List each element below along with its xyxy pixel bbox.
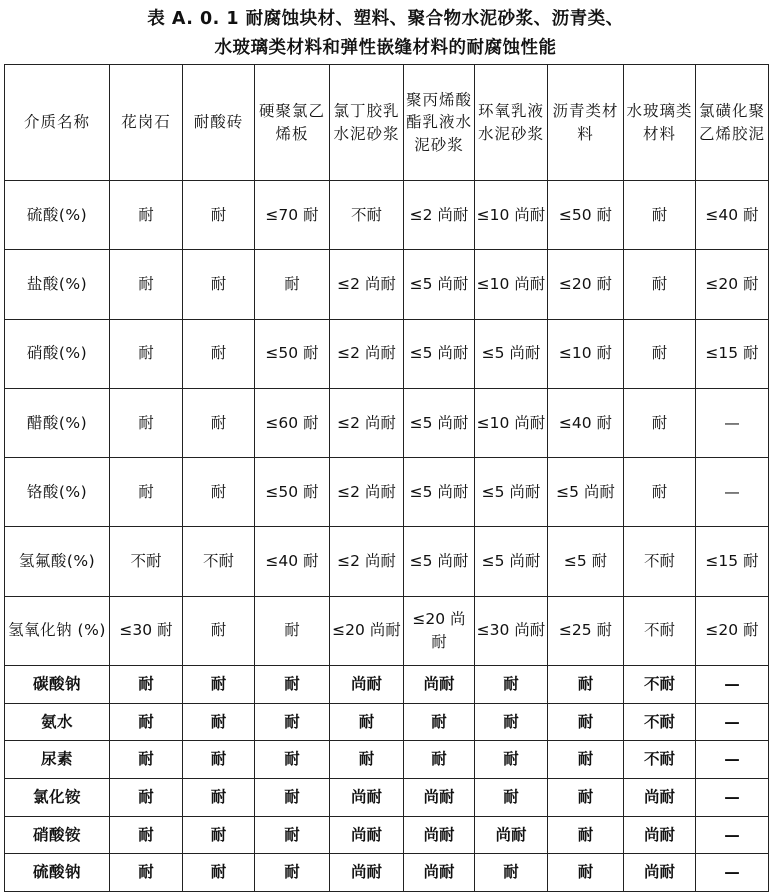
table-cell: 耐 bbox=[110, 388, 183, 457]
table-row bbox=[5, 319, 769, 388]
medium-cell: 尿素 bbox=[5, 741, 110, 779]
table-cell: ≤5 尚耐 bbox=[475, 527, 548, 596]
table-cell: 耐 bbox=[548, 854, 624, 892]
table-cell: 不耐 bbox=[183, 527, 255, 596]
table-cell: 耐 bbox=[183, 181, 255, 250]
table-row bbox=[5, 250, 769, 319]
table-cell: 耐 bbox=[110, 458, 183, 527]
table-row bbox=[5, 388, 769, 457]
medium-cell: 硝酸(%) bbox=[5, 319, 110, 388]
table-row bbox=[5, 741, 769, 779]
table-cell: ≤30 尚耐 bbox=[475, 596, 548, 665]
table-cell: 耐 bbox=[624, 319, 696, 388]
table-cell: 耐 bbox=[255, 596, 330, 665]
table-cell: 尚耐 bbox=[624, 816, 696, 854]
table-cell: ≤5 尚耐 bbox=[548, 458, 624, 527]
header-cell: 水玻璃类材料 bbox=[624, 65, 696, 181]
table-cell: ≤2 尚耐 bbox=[404, 181, 475, 250]
table-cell: ≤2 尚耐 bbox=[330, 319, 404, 388]
header-cell: 氯丁胶乳水泥砂浆 bbox=[330, 65, 404, 181]
medium-cell: 氯化铵 bbox=[5, 778, 110, 816]
table-cell: 耐 bbox=[475, 703, 548, 741]
medium-cell: 醋酸(%) bbox=[5, 388, 110, 457]
table-row bbox=[5, 703, 769, 741]
medium-cell: 硫酸钠 bbox=[5, 854, 110, 892]
table-cell: 耐 bbox=[183, 816, 255, 854]
table-cell: 尚耐 bbox=[404, 778, 475, 816]
table-cell: ≤2 尚耐 bbox=[330, 250, 404, 319]
table-cell: 耐 bbox=[183, 596, 255, 665]
table-cell: 耐 bbox=[255, 703, 330, 741]
medium-cell: 盐酸(%) bbox=[5, 250, 110, 319]
table-cell: 耐 bbox=[110, 816, 183, 854]
table-cell: ≤10 尚耐 bbox=[475, 388, 548, 457]
table-cell: 尚耐 bbox=[330, 816, 404, 854]
table-row bbox=[5, 181, 769, 250]
table-cell: 耐 bbox=[183, 388, 255, 457]
table-title-line-2: 水玻璃类材料和弹性嵌缝材料的耐腐蚀性能 bbox=[214, 38, 557, 58]
table-cell: ≤40 耐 bbox=[696, 181, 769, 250]
header-cell: 聚丙烯酸酯乳液水泥砂浆 bbox=[404, 65, 475, 181]
table-cell: 耐 bbox=[183, 458, 255, 527]
table-cell: ≤10 尚耐 bbox=[475, 181, 548, 250]
table-cell: — bbox=[696, 665, 769, 703]
table-row bbox=[5, 778, 769, 816]
table-cell: 耐 bbox=[183, 741, 255, 779]
table-cell: 尚耐 bbox=[330, 778, 404, 816]
table-cell: ≤20 耐 bbox=[696, 596, 769, 665]
table-cell: 耐 bbox=[624, 181, 696, 250]
table-cell: — bbox=[696, 458, 769, 527]
table-cell: 耐 bbox=[624, 250, 696, 319]
table-cell: 不耐 bbox=[624, 741, 696, 779]
table-cell: 耐 bbox=[255, 250, 330, 319]
medium-cell: 氨水 bbox=[5, 703, 110, 741]
table-cell: 不耐 bbox=[110, 527, 183, 596]
table-cell: 耐 bbox=[183, 250, 255, 319]
table-cell: 尚耐 bbox=[404, 854, 475, 892]
table-cell: ≤40 耐 bbox=[548, 388, 624, 457]
table-cell: 尚耐 bbox=[475, 816, 548, 854]
table-cell: 耐 bbox=[183, 665, 255, 703]
table-cell: 耐 bbox=[183, 854, 255, 892]
table-cell: 尚耐 bbox=[404, 816, 475, 854]
table-cell: 耐 bbox=[110, 319, 183, 388]
table-cell: 耐 bbox=[110, 854, 183, 892]
table-cell: 耐 bbox=[548, 816, 624, 854]
table-cell: ≤20 尚耐 bbox=[330, 596, 404, 665]
table-cell: ≤50 耐 bbox=[548, 181, 624, 250]
table-cell: 耐 bbox=[110, 250, 183, 319]
table-cell: — bbox=[696, 388, 769, 457]
table-cell: 尚耐 bbox=[330, 854, 404, 892]
medium-cell: 铬酸(%) bbox=[5, 458, 110, 527]
table-cell: 不耐 bbox=[624, 596, 696, 665]
table-cell: ≤5 尚耐 bbox=[404, 388, 475, 457]
table-cell: 尚耐 bbox=[404, 665, 475, 703]
table-cell: 不耐 bbox=[624, 703, 696, 741]
table-cell: ≤5 尚耐 bbox=[475, 458, 548, 527]
table-cell: 不耐 bbox=[624, 527, 696, 596]
table-cell: 不耐 bbox=[330, 181, 404, 250]
table-cell: 耐 bbox=[255, 816, 330, 854]
table-cell: 耐 bbox=[475, 741, 548, 779]
table-cell: 耐 bbox=[330, 703, 404, 741]
table-cell: 耐 bbox=[548, 665, 624, 703]
table-cell: 尚耐 bbox=[330, 665, 404, 703]
table-cell: 耐 bbox=[548, 778, 624, 816]
table-cell: 耐 bbox=[110, 778, 183, 816]
table-cell: ≤25 耐 bbox=[548, 596, 624, 665]
table-cell: ≤2 尚耐 bbox=[330, 527, 404, 596]
table-cell: 耐 bbox=[183, 778, 255, 816]
table-row bbox=[5, 665, 769, 703]
table-cell: 耐 bbox=[255, 854, 330, 892]
table-title-line-1: 表 A. 0. 1 耐腐蚀块材、塑料、聚合物水泥砂浆、沥青类、 bbox=[147, 9, 624, 29]
table-cell: 耐 bbox=[330, 741, 404, 779]
table-row bbox=[5, 816, 769, 854]
table-cell: ≤30 耐 bbox=[110, 596, 183, 665]
table-cell: ≤20 尚耐 bbox=[404, 596, 475, 665]
table-cell: 耐 bbox=[110, 665, 183, 703]
table-cell: ≤5 耐 bbox=[548, 527, 624, 596]
table-row bbox=[5, 527, 769, 596]
table-cell: — bbox=[696, 703, 769, 741]
table-cell: 耐 bbox=[183, 703, 255, 741]
table-cell: 耐 bbox=[475, 778, 548, 816]
table-cell: ≤10 耐 bbox=[548, 319, 624, 388]
table-cell: 耐 bbox=[624, 458, 696, 527]
table-cell: 耐 bbox=[255, 665, 330, 703]
table-cell: 不耐 bbox=[624, 665, 696, 703]
table-cell: ≤10 尚耐 bbox=[475, 250, 548, 319]
table-cell: 耐 bbox=[548, 703, 624, 741]
medium-cell: 氢氧化钠 (%) bbox=[5, 596, 110, 665]
header-cell: 花岗石 bbox=[110, 65, 183, 181]
table-cell: 耐 bbox=[404, 741, 475, 779]
table-cell: 耐 bbox=[110, 181, 183, 250]
table-cell: 耐 bbox=[255, 741, 330, 779]
table-row bbox=[5, 854, 769, 892]
table-row bbox=[5, 458, 769, 527]
table-cell: — bbox=[696, 778, 769, 816]
table-cell: — bbox=[696, 854, 769, 892]
table-cell: 耐 bbox=[475, 665, 548, 703]
header-cell: 耐酸砖 bbox=[183, 65, 255, 181]
table-cell: 耐 bbox=[183, 319, 255, 388]
table-cell: ≤5 尚耐 bbox=[475, 319, 548, 388]
table-cell: ≤50 耐 bbox=[255, 458, 330, 527]
table-cell: ≤20 耐 bbox=[548, 250, 624, 319]
table-cell: — bbox=[696, 816, 769, 854]
table-cell: ≤5 尚耐 bbox=[404, 458, 475, 527]
header-cell: 硬聚氯乙烯板 bbox=[255, 65, 330, 181]
table-cell: ≤2 尚耐 bbox=[330, 458, 404, 527]
medium-cell: 硝酸铵 bbox=[5, 816, 110, 854]
table-cell: 尚耐 bbox=[624, 778, 696, 816]
table-cell: ≤15 耐 bbox=[696, 527, 769, 596]
medium-cell: 氢氟酸(%) bbox=[5, 527, 110, 596]
table-cell: 尚耐 bbox=[624, 854, 696, 892]
table-cell: 耐 bbox=[404, 703, 475, 741]
header-cell: 环氧乳液水泥砂浆 bbox=[475, 65, 548, 181]
medium-cell: 碳酸钠 bbox=[5, 665, 110, 703]
table-cell: 耐 bbox=[110, 703, 183, 741]
table-cell: — bbox=[696, 741, 769, 779]
table-cell: 耐 bbox=[548, 741, 624, 779]
table-cell: ≤5 尚耐 bbox=[404, 250, 475, 319]
table-cell: ≤5 尚耐 bbox=[404, 527, 475, 596]
header-cell: 介质名称 bbox=[5, 65, 110, 181]
table-cell: 耐 bbox=[110, 741, 183, 779]
table-cell: ≤60 耐 bbox=[255, 388, 330, 457]
header-row bbox=[5, 65, 769, 181]
corrosion-resistance-table bbox=[4, 64, 769, 892]
table-cell: 耐 bbox=[255, 778, 330, 816]
table-row bbox=[5, 596, 769, 665]
table-cell: ≤2 尚耐 bbox=[330, 388, 404, 457]
table-cell: ≤70 耐 bbox=[255, 181, 330, 250]
header-cell: 氯磺化聚乙烯胶泥 bbox=[696, 65, 769, 181]
header-cell: 沥青类材 料 bbox=[548, 65, 624, 181]
table-cell: ≤5 尚耐 bbox=[404, 319, 475, 388]
table-cell: ≤50 耐 bbox=[255, 319, 330, 388]
medium-cell: 硫酸(%) bbox=[5, 181, 110, 250]
table-cell: ≤40 耐 bbox=[255, 527, 330, 596]
table-cell: ≤15 耐 bbox=[696, 319, 769, 388]
table-cell: 耐 bbox=[624, 388, 696, 457]
table-cell: ≤20 耐 bbox=[696, 250, 769, 319]
table-cell: 耐 bbox=[475, 854, 548, 892]
